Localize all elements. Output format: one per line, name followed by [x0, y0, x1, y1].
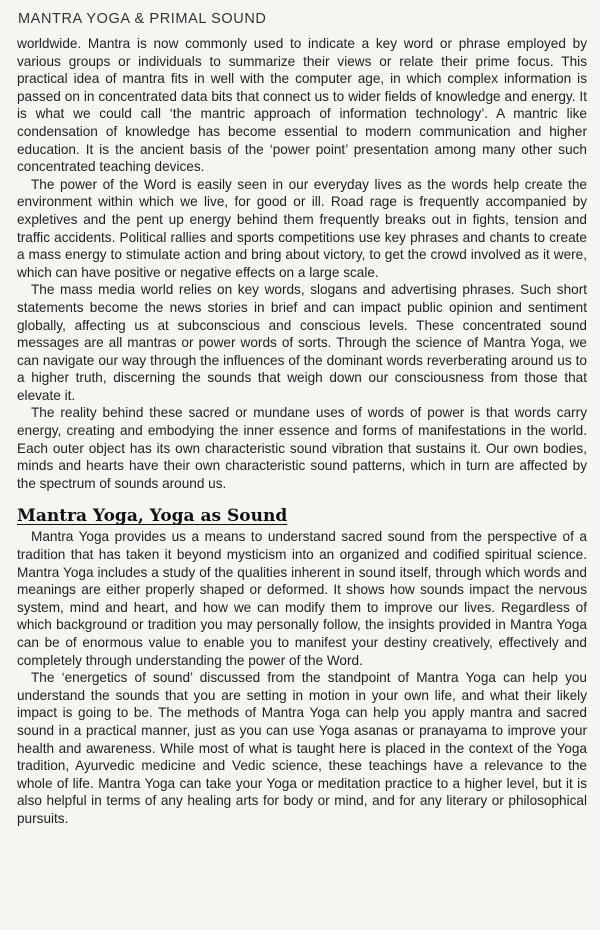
- section-heading-text: Mantra Yoga, Yoga as Sound: [17, 506, 288, 527]
- body-paragraph: The mass media world relies on key words, slogans and advertising phrases. Such short statements become the news stories in brief and can impact public opinion and sentiment globally, affecting us at subconscious and conscious levels. These concentrated sound messages are all mantras or power words of sorts. Through the science of Mantra Yoga, we can navigate our way through the influences of the dominant words reverberating around us to a higher truth, discerning the sounds that weigh down our consciousness from those that elevate it.: [17, 282, 587, 403]
- body-paragraph: Mantra Yoga provides us a means to understand sacred sound from the perspective of a tradition that has taken it beyond mysticism into an organized and codified spiritual science. Mantra Yoga includes a study of the qualities inherent in sound itself, through which words and meanings are either properly shaped or deformed. It shows how sounds impact the nervous system, mind and heart, and how we can modify them to improve our lives. Regardless of which background or tradition you may personally follow, the insights provided in Mantra Yoga can be of enormous value to enable you to manifest your destiny creatively, effectively and completely through understanding the power of the Word.: [17, 529, 587, 668]
- body-paragraph: The power of the Word is easily seen in our everyday lives as the words help create the environment within which we live, for good or ill. Road rage is frequently accompanied by expletives and the pent up energy behind them frequently breaks out in fights, tension and traffic accidents. Political rallies and sports competitions use key phrases and chants to create a mass energy to stimulate action and bring about victory, to get the crowd involved as it were, which can have positive or negative effects on a large scale.: [17, 176, 587, 280]
- running-header: MANTRA YOGA & PRIMAL SOUND: [18, 11, 267, 27]
- body-paragraph: The reality behind these sacred or mundane uses of words of power is that words carry energy, creating and embodying the inner essence and forms of manifestations in the world. Each outer object has its own characteristic sound vibration that sustains it. Our own bodies, minds and hearts have their own characteristic sound patterns, which in turn are affected by the spectrum of sounds around us.: [17, 405, 587, 491]
- body-paragraph: worldwide. Mantra is now commonly used to indicate a key word or phrase employed by various groups or individuals to summarize their views or relate their prime focus. This practical idea of mantra fits in well with the computer age, in which complex information is passed on in concentrated data bits that connect us to wider fields of knowledge and energy. It is what we could call ‘the mantric approach of information technology’. A mantric like condensation of knowledge has become essential to modern communication and higher education. It is the ancient basis of the ‘power point’ presentation among many other such concentrated teaching devices.: [17, 36, 587, 175]
- section-heading: [17, 505, 587, 527]
- body-paragraph: The ‘energetics of sound’ discussed from the standpoint of Mantra Yoga can help you understand the sounds that you are setting in motion in your own life, and what their likely impact is going to be. The methods of Mantra Yoga can help you apply mantra and sacred sound in a practical manner, just as you can use Yoga asanas or pranayama to improve your health and awareness. While most of what is taught here is placed in the context of the Yoga tradition, Ayurvedic medicine and Vedic science, these teachings have a relevance to the whole of life. Mantra Yoga can take your Yoga or meditation practice to a higher level, but it is also helpful in terms of any healing arts for body or mind, and for any literary or philosophical pursuits.: [17, 670, 587, 826]
